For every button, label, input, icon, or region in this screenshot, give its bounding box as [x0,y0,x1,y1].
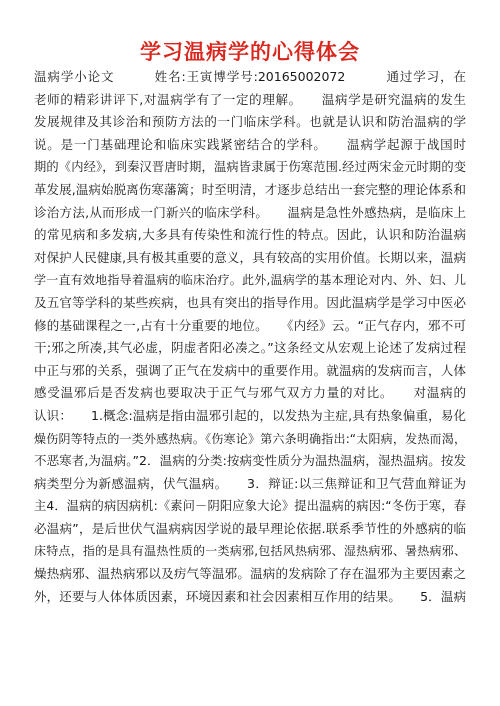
body-line: 老师的精彩讲评下,对温病学有了一定的理解。 温病学是研究温病的发生 [34,91,466,107]
body-line: 主4．温病的病因病机:《素问－阴阳应象大论》提出温病的病因:“冬伤于寒，春 [34,499,466,514]
body-line: 病类型分为新感温病，伏气温病。 3．辩证:以三焦辩证和卫气营血辩证为 [34,475,466,491]
body-line: 必温病”，是后世伏气温病病因学说的最早理论依据.联系季节性的外感病的临 [34,520,466,536]
body-line: 床特点，指的是具有温热性质的一类病邪,包括风热病邪、湿热病邪、暑热病邪、 [34,544,466,559]
body-line: 及五官等学科的某些疾病，也具有突出的指导作用。因此温病学是学习中医必 [34,294,466,310]
body-line: 发展规律及其诊治和预防方法的一门临床学科。也就是认识和防治温病的学 [34,114,466,130]
body-line: 期的《内经》，到秦汉晋唐时期，温病皆隶属于伤寒范围.经过两宋金元时期的变 [34,160,466,175]
body-line: 的常见病和多发病,大多具有传染性和流行性的特点。因此，认识和防治温病 [34,227,466,243]
body-line: 诊治方法,从而形成一门新兴的临床学科。 温病是急性外感热病，是临床上 [34,204,466,220]
body-line: 中正与邪的关系，强调了正气在发病中的重要作用。就温病的发病而言，人体 [34,362,466,378]
body-line: 燥伤阴等特点的一类外感热病。《伤寒论》第六条明确指出:“太阳病，发热而渴， [34,431,466,446]
body-line: 感受温邪后是否发病也要取决于正气与邪气双方力量的对比。 对温病的 [34,385,466,401]
body-line: 修的基础课程之一,占有十分重要的地位。 《内经》云。“正气存内，邪不可 [34,317,466,333]
body-line: 革发展,温病始脱离伤寒藩篱；时至明清，才逐步总结出一套完整的理论体系和 [34,181,466,197]
body-line: 学一直有效地指导着温病的临床治疗。此外,温病学的基本理论对内、外、妇、儿 [34,273,466,288]
body-line: 对保护人民健康,具有极其重要的意义，具有较高的实用价值。长期以来，温病 [34,249,466,265]
document-body [34,66,466,608]
body-line: 干;邪之所凑,其气必虚，阴虚者阳必凑之。”这条经文从宏观上论述了发病过程 [34,340,466,356]
document-title: 学习温病学的心得体会 [140,40,360,64]
body-line: 说。是一门基础理论和临床实践紧密结合的学科。 温病学起源于战国时 [34,136,466,152]
body-line: 燥热病邪、温热病邪以及疠气等温邪。温病的发病除了存在温邪为主要因素之 [34,566,466,582]
body-line: 外，还要与人体体质因素，环境因素和社会因素相互作用的结果。 5．温病 [34,588,466,604]
body-line: 不恶寒者,为温病。”2．温病的分类:按病变性质分为温热温病，湿热温病。按发 [34,453,466,469]
body-line: 认识： 1.概念:温病是指由温邪引起的，以发热为主症,具有热象偏重，易化 [34,407,466,423]
body-line: 温病学小论文 姓名:王寅博学号:20165002072 通过学习，在 [34,69,466,84]
